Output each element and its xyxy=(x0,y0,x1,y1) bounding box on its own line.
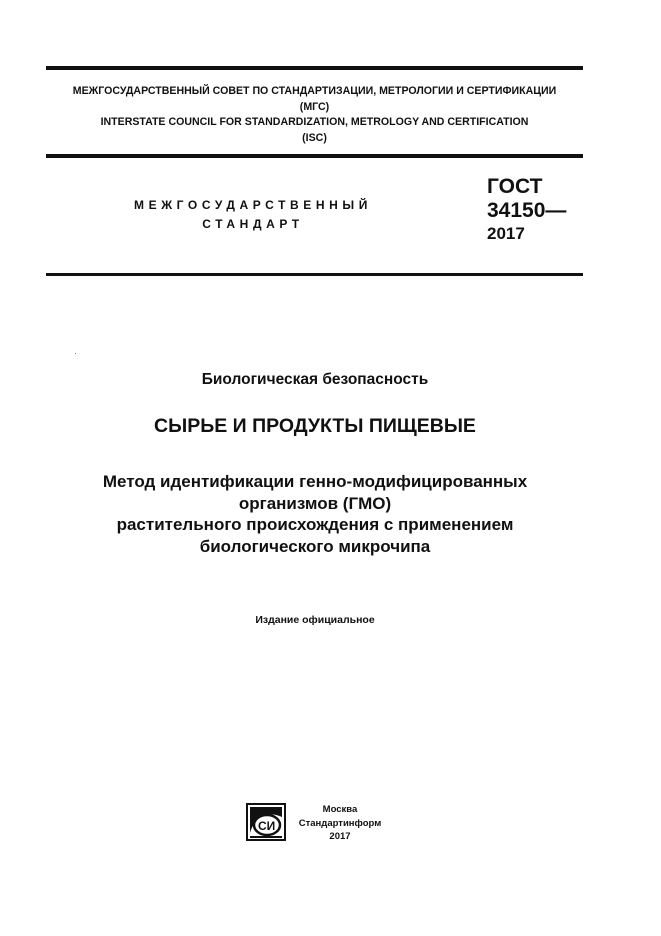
document-main-title: СЫРЬЕ И ПРОДУКТЫ ПИЩЕВЫЕ xyxy=(154,415,476,437)
council-header xyxy=(46,84,583,146)
method-title-line: организмов (ГМО) xyxy=(238,493,392,513)
middle-rule xyxy=(46,154,583,158)
top-rule xyxy=(46,66,583,70)
standartinform-logo-icon xyxy=(246,803,286,841)
standard-type xyxy=(118,196,388,234)
document-method-title xyxy=(0,471,630,557)
standard-type-line2: СТАНДАРТ xyxy=(202,217,304,231)
method-title-line: биологического микрочипа xyxy=(199,536,431,556)
gost-year: 2017 xyxy=(487,224,525,243)
gost-number: 34150— xyxy=(487,199,567,222)
document-subject: Биологическая безопасность xyxy=(201,371,429,388)
council-name-ru: МЕЖГОСУДАРСТВЕННЫЙ СОВЕТ ПО СТАНДАРТИЗАЦИИ, МЕТРОЛОГИИ И СЕРТИФИКАЦИИ xyxy=(72,85,557,97)
bottom-rule xyxy=(46,273,583,276)
council-name-en: INTERSTATE COUNCIL FOR STANDARDIZATION, METROLOGY AND CERTIFICATION xyxy=(100,116,529,128)
gost-designation xyxy=(487,175,566,245)
gost-label: ГОСТ xyxy=(487,175,543,198)
publisher-name: Стандартинформ xyxy=(298,817,382,829)
standard-type-line1: МЕЖГОСУДАРСТВЕННЫЙ xyxy=(134,198,372,212)
publisher-info xyxy=(290,803,390,844)
edition-note: Издание официальное xyxy=(255,614,375,626)
council-abbr-ru: (МГС) xyxy=(299,100,330,113)
council-abbr-en: (ISC) xyxy=(302,131,327,144)
method-title-line: Метод идентификации генно-модифицированных xyxy=(102,472,528,491)
publisher-city: Москва xyxy=(322,804,358,815)
scan-speck xyxy=(75,353,76,354)
svg-text:СИ: СИ xyxy=(258,819,276,833)
publisher-year: 2017 xyxy=(329,831,351,842)
method-title-line: растительного происхождения с применением xyxy=(116,515,514,534)
